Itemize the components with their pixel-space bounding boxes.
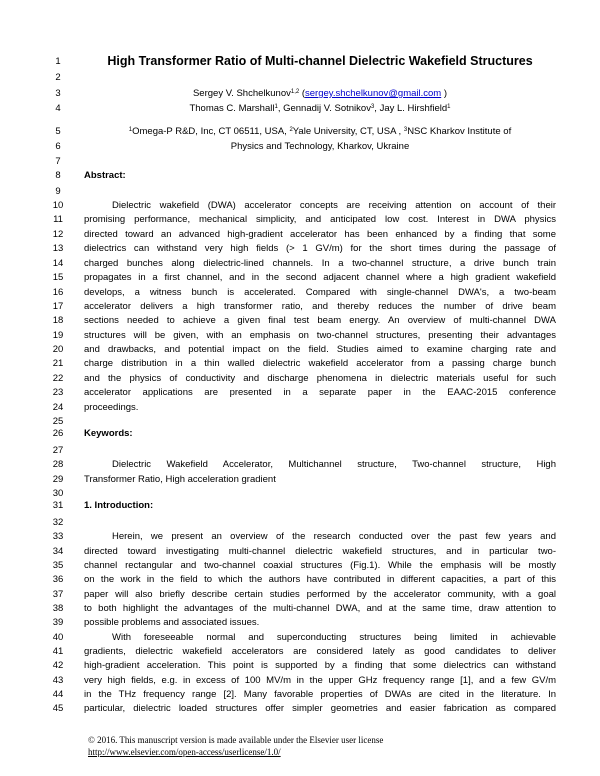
keywords-line: Transformer Ratio, High acceleration gradient — [84, 474, 276, 485]
author-name: Thomas C. Marshall — [189, 103, 275, 114]
author-line-2 — [84, 103, 556, 115]
intro-line: gradients, dielectric wakefield accelerators are considered lately as good candidates to deliver — [84, 646, 556, 657]
line-number: 10 — [52, 200, 64, 211]
affiliation-line-2: Physics and Technology, Kharkov, Ukraine — [230, 141, 410, 152]
line-number: 7 — [55, 156, 61, 167]
line-number: 12 — [52, 229, 64, 240]
line-number: 22 — [52, 373, 64, 384]
author-affil-sup: 3 — [370, 104, 375, 110]
paren-close: ) — [443, 88, 448, 99]
abstract-line: charged bunches along dielectric-lined channels. In a two-channel structure, a drive bunch train — [84, 258, 556, 269]
affiliation: Yale University, CT, USA , — [292, 126, 402, 137]
author-line-1 — [84, 88, 556, 100]
line-number: 3 — [55, 88, 61, 99]
line-number: 16 — [52, 287, 64, 298]
line-number: 42 — [52, 660, 64, 671]
line-number: 13 — [52, 243, 64, 254]
abstract-line: charge distribution in a thin walled dielectric wakefield accelerator from a passing charge bunch — [84, 358, 556, 369]
line-number: 18 — [52, 315, 64, 326]
intro-line: to both highlight the advantages of the multi-channel DWA, and at the same time, draw attention to — [84, 603, 556, 614]
abstract-line: and drawbacks, and potential impact on the field. Studies aimed to examine charging rate and — [84, 344, 556, 355]
license-url-link[interactable]: http://www.elsevier.com/open-access/userlicense/1.0/ — [88, 747, 281, 757]
line-number: 29 — [52, 474, 64, 485]
author-name: , Jay L. Hirshfield — [374, 103, 448, 114]
abstract-line: develops, a witness bunch is accelerated. Compared with single-channel DWA's, a two-beam — [84, 287, 556, 298]
author-affil-sup: 1 — [274, 104, 278, 110]
line-number: 14 — [52, 258, 64, 269]
line-number: 27 — [52, 445, 64, 456]
author-affil-sup: 1 — [447, 104, 451, 110]
abstract-line: promising performance, mechanical simplicity, and anticipated low cost. Interest in DWA physics — [84, 214, 556, 225]
line-number: 1 — [55, 56, 61, 67]
line-number: 35 — [52, 560, 64, 571]
line-number: 37 — [52, 589, 64, 600]
intro-line: Herein, we present an overview of the research conducted over the past few years and — [112, 531, 556, 542]
intro-line: directed toward investigating multi-channel dielectric wakefield structures, and in particular two- — [84, 546, 556, 557]
line-number: 21 — [52, 358, 64, 369]
intro-heading: 1. Introduction: — [84, 500, 154, 511]
author-affil-sup: 1,2 — [290, 89, 300, 95]
affiliation: NSC Kharkov Institute of — [407, 126, 512, 137]
abstract-line: dielectrics can withstand very high fields (> 1 GV/m) for the short times during the passage of — [84, 243, 556, 254]
line-number: 38 — [52, 603, 64, 614]
intro-line: possible problems and associated issues. — [84, 617, 260, 628]
license-note: © 2016. This manuscript version is made available under the Elsevier user license — [88, 735, 384, 745]
line-number: 28 — [52, 459, 64, 470]
line-number: 5 — [55, 126, 61, 137]
line-number: 17 — [52, 301, 64, 312]
abstract-line: accelerator applications are presented in a separate paper in the EAAC-2015 conference — [84, 387, 556, 398]
paren-open: ( — [301, 88, 306, 99]
abstract-line: proceedings. — [84, 402, 139, 413]
line-number: 20 — [52, 344, 64, 355]
line-number: 9 — [55, 186, 61, 197]
line-number: 43 — [52, 675, 64, 686]
line-number: 41 — [52, 646, 64, 657]
line-number: 23 — [52, 387, 64, 398]
line-number: 24 — [52, 402, 64, 413]
author-email-link[interactable]: sergey.shchelkunov@gmail.com — [305, 88, 442, 99]
line-number: 44 — [52, 689, 64, 700]
abstract-line: Dielectric wakefield (DWA) accelerator concepts are receiving attention on account of their — [112, 200, 556, 211]
intro-line: particular, dielectric loaded structures offer simpler geometries and easier fabrication as compared — [84, 703, 556, 714]
line-number: 45 — [52, 703, 64, 714]
line-number: 30 — [52, 488, 64, 499]
line-number: 6 — [55, 141, 61, 152]
line-number: 4 — [55, 103, 61, 114]
intro-line: With foreseeable normal and superconducting structures being limited in achievable — [112, 632, 556, 643]
intro-line: in the THz frequency range [2]. Many favorable properties of DWAs are cited in the literature. In — [84, 689, 556, 700]
line-number: 11 — [53, 214, 63, 225]
abstract-heading: Abstract: — [84, 170, 126, 181]
line-number: 2 — [55, 72, 61, 83]
abstract-line: accelerator delivers a high transformer ratio, and thereby reduces the number of drive beam — [84, 301, 556, 312]
intro-line: channel rectangular and two-channel coaxial structures (Fig.1). While the emphasis will be mostly — [84, 560, 556, 571]
intro-line: paper will also briefly describe certain studies performed by the accelerator community, with a goal — [84, 589, 556, 600]
abstract-line: and the physics of conductivity and discharge phenomena in dielectric materials useful for such — [84, 373, 556, 384]
line-number: 34 — [52, 546, 64, 557]
line-number: 31 — [52, 500, 64, 511]
line-number: 26 — [52, 428, 64, 439]
line-number: 19 — [52, 330, 64, 341]
paper-title: High Transformer Ratio of Multi-channel Dielectric Wakefield Structures — [107, 54, 533, 68]
affiliation-line-1 — [84, 126, 556, 138]
abstract-line: directed toward an advanced high-gradient accelerator has been enhanced by a finding that some — [84, 229, 556, 240]
affiliation: Omega-P R&D, Inc, CT 06511, USA, — [132, 126, 290, 137]
line-number: 8 — [55, 170, 61, 181]
line-number: 33 — [52, 531, 64, 542]
abstract-line: propagates in a first channel, and in the second adjacent channel where a high gradient wakefield — [84, 272, 556, 283]
affil-sup: 2 — [289, 127, 293, 133]
line-number: 15 — [52, 272, 64, 283]
intro-line: on the work in the field to which the authors have contributed in different capacities, a part of this — [84, 574, 556, 585]
line-number: 25 — [52, 416, 64, 427]
affil-sup: 1 — [128, 127, 133, 133]
abstract-line: sections needed to achieve a given final test beam energy. An overview of multi-channel DWA — [84, 315, 556, 326]
keywords-heading: Keywords: — [84, 428, 133, 439]
line-number: 36 — [52, 574, 64, 585]
keywords-line: Dielectric Wakefield Accelerator, Multichannel structure, Two-channel structure, High — [112, 459, 556, 470]
affil-sup: 3 — [403, 127, 408, 133]
author-name: , Gennadij V. Sotnikov — [277, 103, 371, 114]
line-number: 39 — [52, 617, 64, 628]
author-name: Sergey V. Shchelkunov — [192, 88, 291, 99]
abstract-line: structures will be given, with an emphasis on two-channel structures, presenting their advantages — [84, 330, 556, 341]
intro-line: very high fields, e.g. in excess of 100 MV/m in the upper GHz frequency range [1], and a few GV/m — [84, 675, 556, 686]
intro-line: high-gradient acceleration. This point is supported by a finding that some dielectrics can withstand — [84, 660, 556, 671]
line-number: 40 — [52, 632, 64, 643]
line-number: 32 — [52, 517, 64, 528]
